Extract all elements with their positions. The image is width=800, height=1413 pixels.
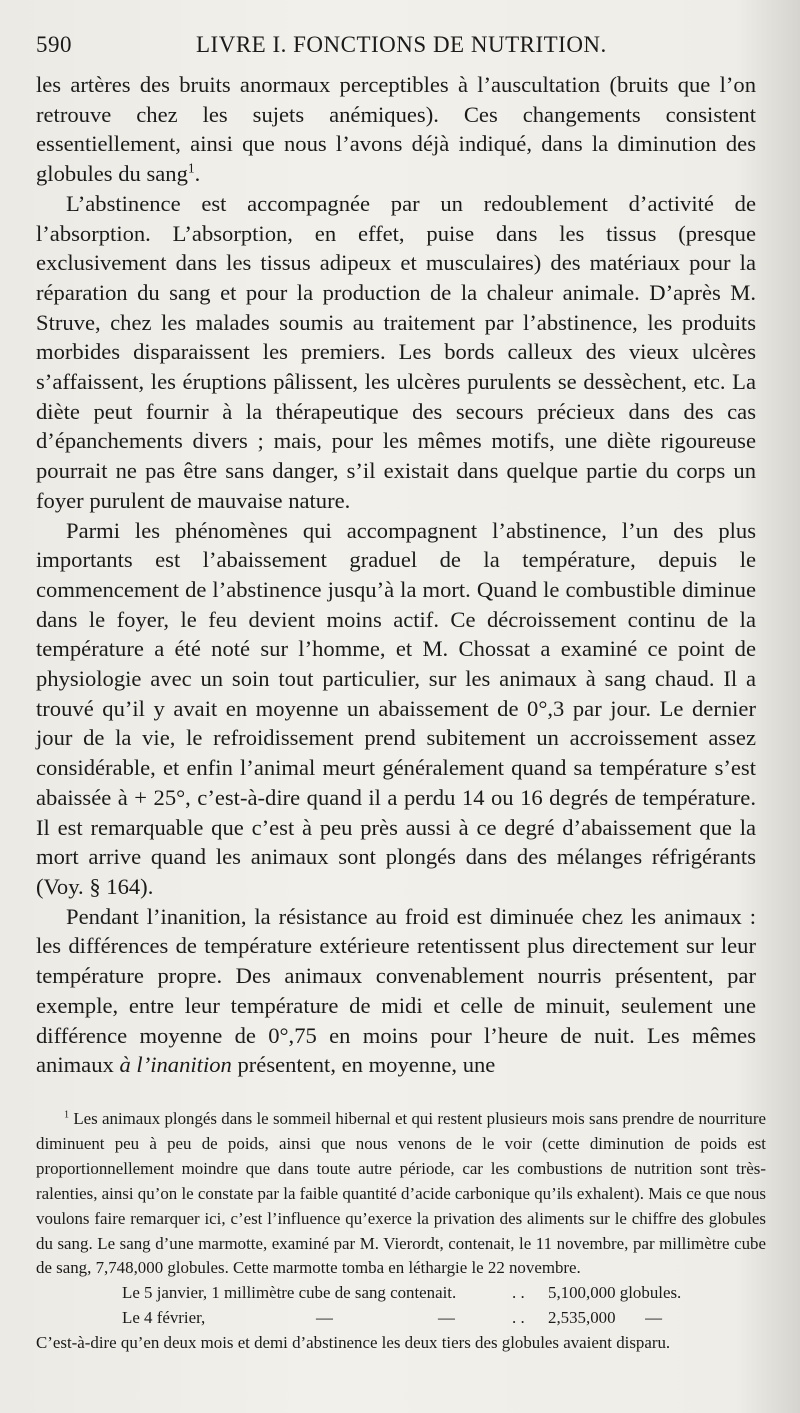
running-title: LIVRE I. FONCTIONS DE NUTRITION. [196,32,607,57]
footnote-text: $^1$ Les animaux plongés dans le sommeil hibernal et qui restent plusieurs mois sans prendre de nourriture diminuent peu à peu de poids, ainsi que nous venons de le voir (cette diminution de poids est proportionnellement moindre que dans toute autre période, car les combustions de nutrition sont très-ralenties, ainsi qu’on le constate par la faible quantité d’acide carbonique qu’ils exhalent). Mais ce que nous voulons faire remarquer ici, c’est l’influence qu’exerce la privation des aliments sur le chiffre des globules du sang. Le sang d’une marmotte, examiné par M. Vierordt, contenait, le 11 novembre, par millimètre cube de sang, 7,748,000 globules. Cette marmotte tomba en léthargie le 22 novembre. [36,1109,766,1278]
footnote-marker: 1 [64,1109,70,1121]
paragraph-3: Parmi les phénomènes qui accompagnent l’abstinence, l’un des plus importants est l’abaissement graduel de la température, depuis le commencement de l’abstinence jusqu’à la mort. Quand le combustible diminue dans le foyer, le feu devient moins actif. Ce décroissement continu de la température a été noté sur l’homme, et M. Chossat a examiné ce point de physiologie avec un soin tout particulier, sur les animaux à sang chaud. Il a trouvé qu’il y avait en moyenne un abaissement de 0°,3 par jour. Le dernier jour de la vie, le refroidissement prend subitement un accroissement assez considérable, et enfin l’animal meurt généralement quand sa température s’est abaissée à + 25°, c’est-à-dire quand il a perdu 14 ou 16 degrés de température. Il est remarquable que c’est à peu près aussi à ce degré d’abaissement que la mort arrive quand les animaux sont plongés dans des mélanges réfrigérants (Voy. § 164). [36,517,756,899]
footnote-row-february: Le 4 février, — — . . 2,535,000 — [122,1308,663,1328]
paragraph-4: Pendant l’inanition, la résistance au froid est diminuée chez les animaux : les différences de température extérieure retentissent plus directement sur leur température propre. Des animaux convenablement nourris présentent, par exemple, entre leur température de midi et celle de minuit, seulement une différence moyenne de 0°,75 en moins pour l’heure de nuit. Les mêmes animaux à l’inanition présentent, en moyenne, une [36,903,756,1078]
footnote-conclusion: C’est-à-dire qu’en deux mois et demi d’abstinence les deux tiers des globules avaient disparu. [36,1333,671,1353]
paragraph-1: les artères des bruits anormaux perceptibles à l’auscultation (bruits que l’on retrouve chez les sujets anémiques). Ces changements consistent essentiellement, ainsi que nous l’avons déjà indiqué, dans la diminution des globules du sang$^1$. [36,72,756,187]
footnote-row-january: Le 5 janvier, 1 millimètre cube de sang contenait. . . 5,100,000 globules. [122,1283,682,1303]
page-number: 590 [36,32,72,57]
footnote-reference[interactable]: 1 [187,160,195,176]
footnote [36,1107,766,1356]
paragraph-2: L’abstinence est accompagnée par un redoublement d’activité de l’absorption. L’absorption, en effet, puise dans les tissus (presque exclusivement dans les tissus adipeux et musculaires) des matériaux pour la réparation du sang et pour la production de la chaleur animale. D’après M. Struve, chez les malades soumis au traitement par l’abstinence, les produits morbides disparaissent les premiers. Les bords calleux des vieux ulcères s’affaissent, les éruptions pâlissent, les ulcères purulents se dessèchent, etc. La diète peut fournir à la thérapeutique des secours précieux dans des cas d’épanchements divers ; mais, pour les mêmes motifs, une diète rigoureuse pourrait ne pas être sans danger, s’il existait dans quelque partie du corps un foyer purulent de mauvaise nature. [36,190,756,513]
main-text [36,70,756,1080]
running-header [36,30,766,64]
italic-phrase: à l’inanition [119,1052,232,1078]
